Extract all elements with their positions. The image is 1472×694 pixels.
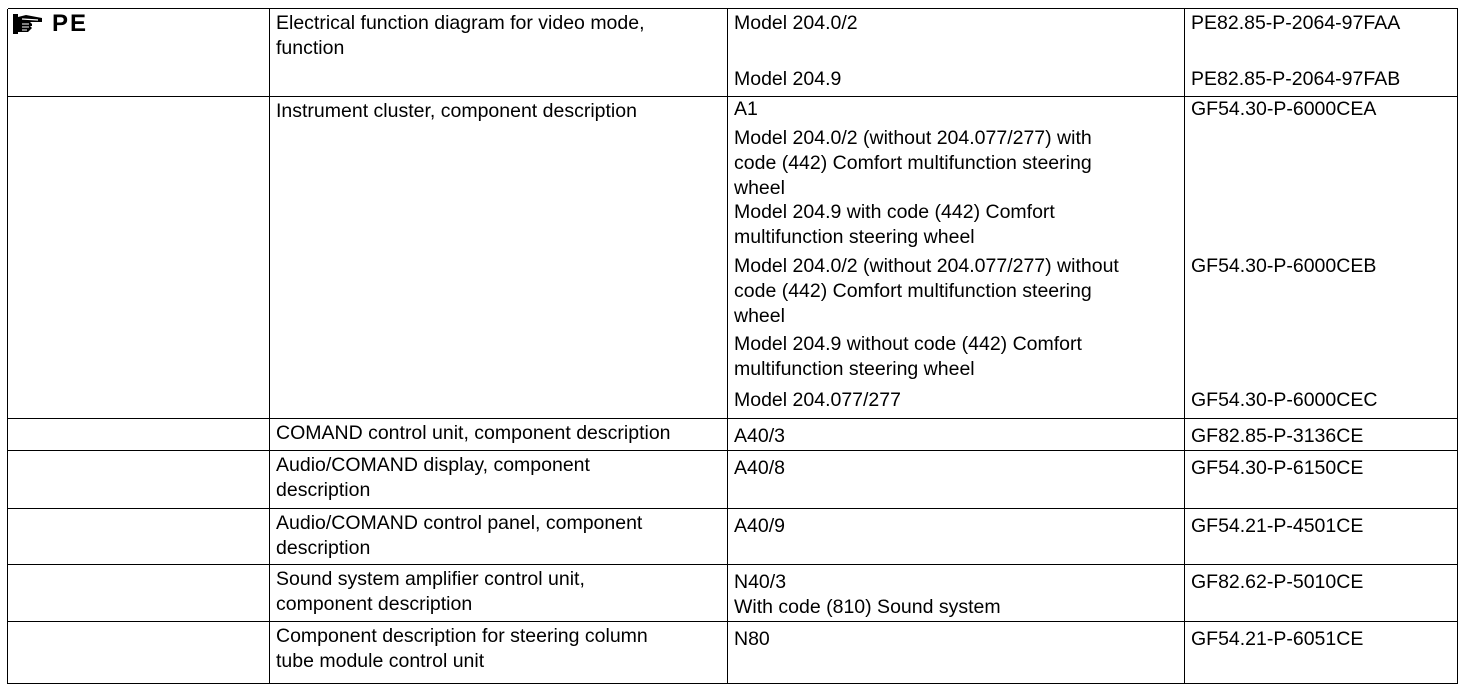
validity-text: multifunction steering wheel: [734, 358, 975, 380]
row-border: [8, 508, 1458, 509]
pe-label: PE: [52, 10, 89, 37]
row-description: Instrument cluster, component description: [276, 100, 637, 122]
document-reference: GF54.21-P-4501CE: [1191, 515, 1364, 537]
document-reference: PE82.85-P-2064-97FAA: [1191, 12, 1401, 34]
document-reference: GF54.30-P-6000CEA: [1191, 98, 1377, 120]
pe-marker: [12, 12, 88, 36]
row-description: COMAND control unit, component description: [276, 422, 671, 444]
validity-text: A40/3: [734, 425, 785, 447]
row-description: Electrical function diagram for video mode,: [276, 12, 645, 34]
validity-text: N40/3: [734, 571, 787, 593]
validity-text: code (442) Comfort multifunction steering: [734, 280, 1092, 302]
row-description: tube module control unit: [276, 650, 485, 672]
document-reference: PE82.85-P-2064-97FAB: [1191, 68, 1401, 90]
row-description: Sound system amplifier control unit,: [276, 568, 585, 590]
validity-text: wheel: [734, 177, 785, 199]
validity-text: code (442) Comfort multifunction steering: [734, 152, 1092, 174]
column-border: [1184, 9, 1185, 684]
row-border: [8, 450, 1458, 451]
validity-text: Model 204.0/2 (without 204.077/277) with: [734, 127, 1092, 149]
validity-text: Model 204.0/2 (without 204.077/277) without: [734, 255, 1119, 277]
row-description: Audio/COMAND display, component: [276, 454, 590, 476]
validity-text: Model 204.9: [734, 68, 842, 90]
validity-text: N80: [734, 628, 770, 650]
row-border: [8, 621, 1458, 622]
row-description: description: [276, 479, 371, 501]
validity-text: Model 204.077/277: [734, 389, 901, 411]
validity-text: A40/9: [734, 515, 785, 537]
row-border: [8, 8, 1458, 9]
validity-text: Model 204.9 with code (442) Comfort: [734, 201, 1055, 223]
row-border: [8, 564, 1458, 565]
row-description: Component description for steering column: [276, 625, 648, 647]
document-reference: GF82.62-P-5010CE: [1191, 571, 1364, 593]
validity-text: A1: [734, 98, 758, 120]
validity-text: With code (810) Sound system: [734, 596, 1001, 618]
validity-text: wheel: [734, 305, 785, 327]
reference-table: [8, 9, 1458, 684]
row-description: function: [276, 37, 345, 59]
column-border: [7, 9, 8, 684]
document-reference: GF82.85-P-3136CE: [1191, 425, 1364, 447]
row-border: [8, 418, 1458, 419]
row-description: Audio/COMAND control panel, component: [276, 512, 643, 534]
pointing-hand-icon: [12, 13, 46, 35]
column-border: [1457, 9, 1458, 684]
document-reference: GF54.21-P-6051CE: [1191, 628, 1364, 650]
validity-text: Model 204.9 without code (442) Comfort: [734, 333, 1082, 355]
row-description: component description: [276, 593, 473, 615]
document-reference: GF54.30-P-6000CEB: [1191, 255, 1377, 277]
row-border: [8, 683, 1458, 684]
column-border: [269, 9, 270, 684]
validity-text: Model 204.0/2: [734, 12, 858, 34]
row-description: description: [276, 537, 371, 559]
column-border: [727, 9, 728, 684]
validity-text: multifunction steering wheel: [734, 226, 975, 248]
validity-text: A40/8: [734, 457, 785, 479]
document-reference: GF54.30-P-6150CE: [1191, 457, 1364, 479]
document-reference: GF54.30-P-6000CEC: [1191, 389, 1378, 411]
